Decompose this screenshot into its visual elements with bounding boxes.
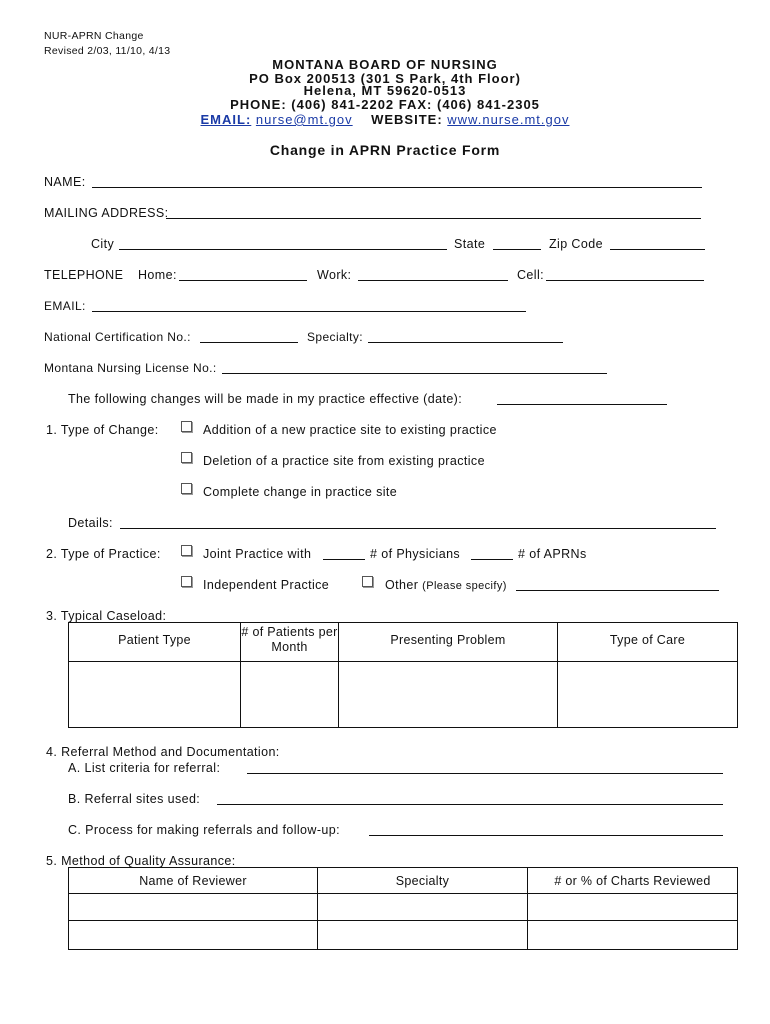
other-note: (Please specify): [422, 580, 507, 592]
city-label: City: [91, 237, 115, 251]
details-label: Details:: [68, 516, 113, 530]
name-label: NAME:: [44, 175, 86, 189]
effective-date-field[interactable]: [497, 404, 667, 405]
national-cert-label: National Certification No.:: [44, 330, 191, 344]
address-line-2: Helena, MT 59620-0513: [303, 83, 467, 98]
other-field[interactable]: [516, 590, 719, 591]
joint-practice-field[interactable]: [323, 559, 365, 560]
email-field[interactable]: [92, 311, 526, 312]
state-label: State: [454, 237, 486, 251]
state-field[interactable]: [493, 249, 541, 250]
joint-practice-label: Joint Practice with: [203, 547, 312, 561]
national-cert-field[interactable]: [200, 342, 298, 343]
work-phone-label: Work:: [317, 268, 352, 282]
quality-assurance-label: 5. Method of Quality Assurance:: [46, 854, 236, 868]
details-field[interactable]: [120, 528, 716, 529]
referral-sites-field[interactable]: [217, 804, 723, 805]
cell-phone-field[interactable]: [546, 280, 704, 281]
col-reviewer-specialty: Specialty: [318, 868, 528, 894]
email-label: EMAIL:: [200, 112, 252, 127]
home-phone-field[interactable]: [179, 280, 307, 281]
effective-date-label: The following changes will be made in my practice effective (date):: [68, 392, 463, 406]
caseload-table: [68, 622, 738, 728]
cell-patients-per-month[interactable]: [241, 662, 339, 728]
checkbox-addition[interactable]: [181, 421, 192, 432]
mailing-address-label: MAILING ADDRESS:: [44, 206, 169, 220]
cell-phone-label: Cell:: [517, 268, 545, 282]
referral-process-label: C. Process for making referrals and follow-up:: [68, 823, 340, 837]
checkbox-joint-practice[interactable]: [181, 545, 192, 556]
website-label: WEBSITE:: [371, 112, 443, 127]
email-field-label: EMAIL:: [44, 299, 86, 313]
cell-reviewer-name[interactable]: [69, 894, 318, 921]
option-addition: Addition of a new practice site to existing practice: [203, 423, 497, 437]
aprns-label: # of APRNs: [518, 547, 587, 561]
physicians-field[interactable]: [471, 559, 513, 560]
referral-process-field[interactable]: [369, 835, 723, 836]
name-field[interactable]: [92, 187, 702, 188]
revision-dates: Revised 2/03, 11/10, 4/13: [44, 45, 171, 57]
form-code: NUR-APRN Change: [44, 30, 144, 42]
checkbox-deletion[interactable]: [181, 452, 192, 463]
type-of-change-label: 1. Type of Change:: [46, 423, 159, 437]
telephone-label: TELEPHONE: [44, 268, 124, 282]
contact-line: [0, 112, 770, 127]
col-type-of-care: Type of Care: [558, 623, 738, 662]
cell-charts-reviewed[interactable]: [528, 921, 738, 950]
cell-reviewer-name[interactable]: [69, 921, 318, 950]
col-patient-type: Patient Type: [69, 623, 241, 662]
checkbox-independent[interactable]: [181, 576, 192, 587]
cell-reviewer-specialty[interactable]: [318, 921, 528, 950]
address-line-1: PO Box 200513 (301 S Park, 4th Floor): [249, 71, 521, 86]
type-of-practice-label: 2. Type of Practice:: [46, 547, 161, 561]
referral-criteria-field[interactable]: [247, 773, 723, 774]
work-phone-field[interactable]: [358, 280, 508, 281]
other-label: [385, 578, 507, 592]
home-phone-label: Home:: [138, 268, 177, 282]
col-reviewer-name: Name of Reviewer: [69, 868, 318, 894]
option-complete-change: Complete change in practice site: [203, 485, 398, 499]
zip-field[interactable]: [610, 249, 705, 250]
cell-type-of-care[interactable]: [558, 662, 738, 728]
quality-assurance-table: [68, 867, 738, 950]
specialty-field[interactable]: [368, 342, 563, 343]
org-name: MONTANA BOARD OF NURSING: [272, 57, 498, 72]
col-patients-per-month: # of Patients per Month: [241, 623, 339, 662]
website-link[interactable]: www.nurse.mt.gov: [447, 112, 570, 127]
phone-fax: PHONE: (406) 841-2202 FAX: (406) 841-2305: [230, 97, 540, 112]
checkbox-complete-change[interactable]: [181, 483, 192, 494]
form-title: Change in APRN Practice Form: [269, 142, 501, 158]
license-field[interactable]: [222, 373, 607, 374]
other-text: Other: [385, 578, 419, 592]
col-charts-reviewed: # or % of Charts Reviewed: [528, 868, 738, 894]
zip-label: Zip Code: [549, 237, 603, 251]
cell-charts-reviewed[interactable]: [528, 894, 738, 921]
specialty-label: Specialty:: [307, 330, 364, 344]
mailing-address-field[interactable]: [166, 218, 701, 219]
cell-reviewer-specialty[interactable]: [318, 894, 528, 921]
email-link[interactable]: nurse@mt.gov: [255, 112, 353, 127]
option-deletion: Deletion of a practice site from existing practice: [203, 454, 485, 468]
referral-criteria-label: A. List criteria for referral:: [68, 761, 221, 775]
physicians-label: # of Physicians: [370, 547, 461, 561]
checkbox-other[interactable]: [362, 576, 373, 587]
referral-sites-label: B. Referral sites used:: [68, 792, 201, 806]
city-field[interactable]: [119, 249, 447, 250]
cell-patient-type[interactable]: [69, 662, 241, 728]
referral-label: 4. Referral Method and Documentation:: [46, 745, 280, 759]
col-presenting-problem: Presenting Problem: [339, 623, 558, 662]
independent-label: Independent Practice: [203, 578, 330, 592]
cell-presenting-problem[interactable]: [339, 662, 558, 728]
caseload-label: 3. Typical Caseload:: [46, 609, 167, 623]
license-label: Montana Nursing License No.:: [44, 361, 217, 375]
